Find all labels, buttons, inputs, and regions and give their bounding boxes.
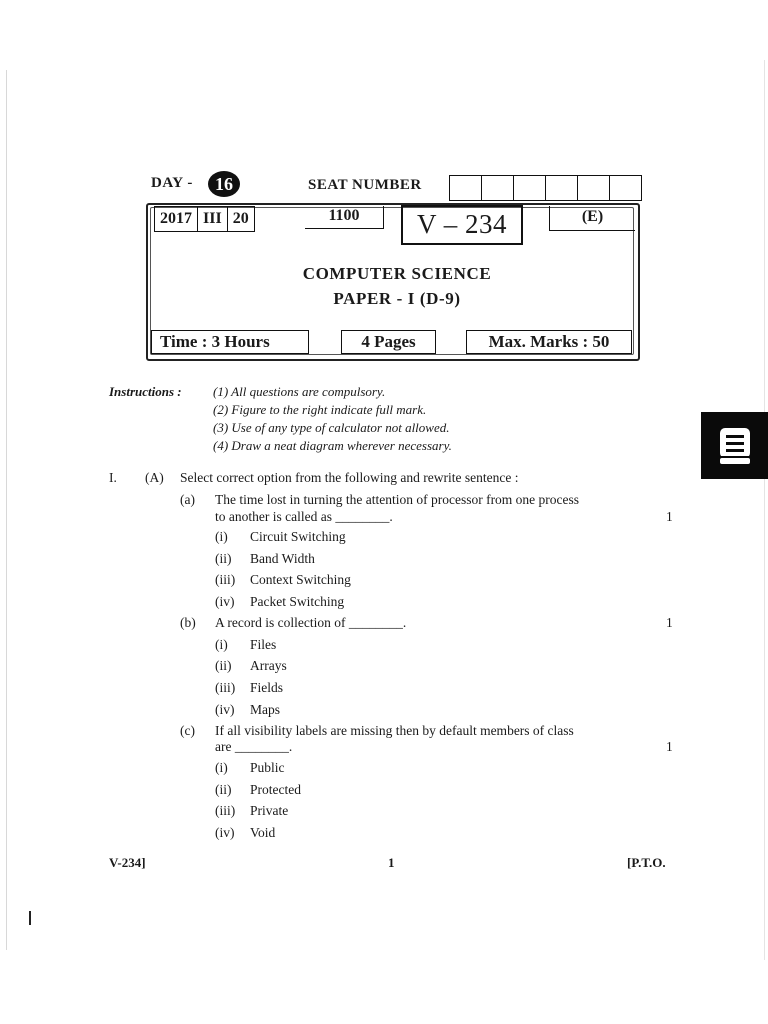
subquestion-text: to another is called as ________. <box>215 509 393 524</box>
option-text: Public <box>250 760 285 775</box>
seat-box <box>546 176 578 200</box>
option-number: (ii) <box>215 658 232 673</box>
day-number-badge: 16 <box>208 171 240 197</box>
option-number: (iv) <box>215 594 235 609</box>
option-text: Fields <box>250 680 284 695</box>
subquestion-text: A record is collection of ________. <box>215 615 407 630</box>
marks-value: 1 <box>666 739 673 754</box>
session-code: III <box>198 207 228 231</box>
option-text: Context Switching <box>250 572 351 587</box>
option-number: (iv) <box>215 825 235 840</box>
time-box: Time : 3 Hours <box>151 330 309 354</box>
seat-box <box>514 176 546 200</box>
instruction-item: (4) Draw a neat diagram wherever necessary. <box>213 438 452 453</box>
subquestion-text: If all visibility labels are missing then by default members of class <box>215 723 574 738</box>
instruction-item: (2) Figure to the right indicate full mark. <box>213 402 427 417</box>
footer-paper-code: V-234] <box>109 855 146 870</box>
paper-title: PAPER - I (D-9) <box>333 289 461 308</box>
option-text: Circuit Switching <box>250 529 346 544</box>
option-number: (ii) <box>215 782 232 797</box>
option-number: (iii) <box>215 803 236 818</box>
question-number: I. <box>109 470 117 485</box>
seat-box <box>450 176 482 200</box>
option-text: Band Width <box>250 551 315 566</box>
subquestion-text: The time lost in turning the attention of processor from one process <box>215 492 580 507</box>
option-text: Arrays <box>250 658 287 673</box>
book-icon <box>718 427 752 465</box>
option-number: (i) <box>215 529 228 544</box>
subject-title: COMPUTER SCIENCE <box>302 264 492 283</box>
option-text: Maps <box>250 702 280 717</box>
option-number: (ii) <box>215 551 232 566</box>
margin-mark <box>29 911 31 925</box>
page-edge-right <box>764 60 765 960</box>
option-number: (iv) <box>215 702 235 717</box>
subquestion-text: are ________. <box>215 739 293 754</box>
section-instruction: Select correct option from the following and rewrite sentence : <box>180 470 519 485</box>
option-text: Private <box>250 803 289 818</box>
please-turn-over: [P.T.O. <box>627 855 666 870</box>
option-number: (iii) <box>215 572 236 587</box>
seat-box <box>578 176 610 200</box>
reader-mode-button[interactable] <box>701 412 768 479</box>
seat-number-boxes <box>449 175 642 201</box>
option-text: Void <box>250 825 276 840</box>
pages-box: 4 Pages <box>341 330 436 354</box>
option-number: (i) <box>215 637 228 652</box>
section-label: (A) <box>145 470 164 485</box>
max-marks-box: Max. Marks : 50 <box>466 330 632 354</box>
option-number: (iii) <box>215 680 236 695</box>
exam-code-group <box>154 206 255 232</box>
option-text: Packet Switching <box>250 594 345 609</box>
subquestion-label: (a) <box>180 492 195 507</box>
paper-code: V – 234 <box>401 205 523 245</box>
marks-value: 1 <box>666 509 673 524</box>
subquestion-label: (c) <box>180 723 195 738</box>
subquestion-label: (b) <box>180 615 196 630</box>
marks-value: 1 <box>666 615 673 630</box>
day-label: DAY - <box>151 175 193 191</box>
year-code: 2017 <box>155 207 198 231</box>
seat-number-label: SEAT NUMBER <box>308 177 422 193</box>
option-text: Protected <box>250 782 301 797</box>
option-number: (i) <box>215 760 228 775</box>
page-number: 1 <box>388 855 395 870</box>
date-code: 20 <box>232 210 249 227</box>
instruction-item: (3) Use of any type of calculator not allowed. <box>213 420 450 435</box>
seat-box <box>610 176 641 200</box>
instruction-item: (1) All questions are compulsory. <box>213 384 386 399</box>
language-code: (E) <box>549 206 635 231</box>
center-code: 1100 <box>305 206 384 229</box>
seat-box <box>482 176 514 200</box>
page-edge-left <box>6 70 7 950</box>
instructions-label: Instructions : <box>109 384 182 399</box>
option-text: Files <box>250 637 277 652</box>
